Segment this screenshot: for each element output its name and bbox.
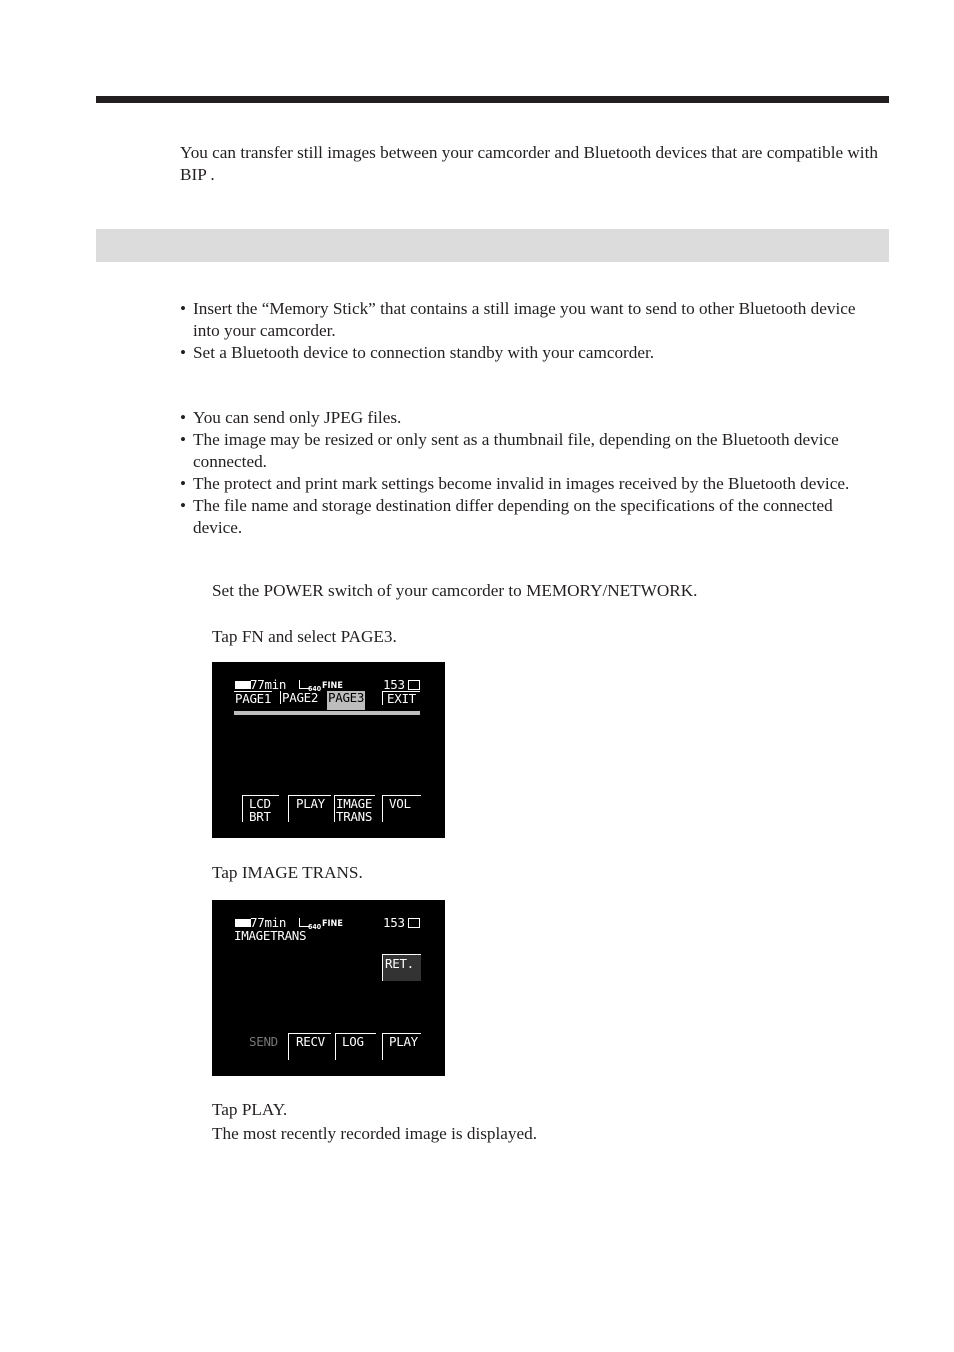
tab-page2[interactable]: PAGE2 bbox=[282, 690, 319, 705]
ret-button[interactable] bbox=[382, 954, 421, 981]
quality-label: FINE bbox=[322, 681, 343, 691]
list-item: • The protect and print mark settings become invalid in images received by the Bluetooth device. bbox=[180, 474, 850, 493]
lcd-screen-imagetrans bbox=[212, 900, 445, 1076]
header-rule bbox=[96, 96, 889, 103]
notes-list bbox=[180, 407, 880, 539]
list-item: • The image may be resized or only sent as a thumbnail file, depending on the Bluetooth device connected. bbox=[180, 430, 839, 471]
lcd-screen-page3 bbox=[212, 662, 445, 838]
button-label: TRANS bbox=[336, 809, 373, 824]
list-item: • Set a Bluetooth device to connection standby with your camcorder. bbox=[180, 343, 655, 362]
image-size: 640 bbox=[308, 923, 322, 931]
image-count: 153 bbox=[383, 915, 405, 930]
button-label: RET. bbox=[385, 956, 414, 971]
button-label: PLAY bbox=[296, 796, 325, 811]
tab-page3[interactable]: PAGE3 bbox=[327, 691, 365, 710]
memory-stick-icon bbox=[408, 680, 420, 690]
button-label: LOG bbox=[342, 1034, 364, 1049]
quality-label: FINE bbox=[322, 919, 343, 929]
battery-remaining: 77min bbox=[250, 915, 287, 930]
play-button[interactable] bbox=[288, 795, 331, 822]
section-band bbox=[96, 229, 889, 262]
vol-button[interactable] bbox=[382, 795, 421, 822]
battery-icon bbox=[235, 919, 251, 927]
step-1: Set the POWER switch of your camcorder to MEMORY/NETWORK. bbox=[212, 581, 698, 600]
before-operation-list bbox=[180, 298, 870, 364]
screen-title: IMAGETRANS bbox=[234, 928, 307, 943]
log-button[interactable] bbox=[335, 1033, 376, 1060]
list-item: • The file name and storage destination differ depending on the specifications of the connected device. bbox=[180, 496, 833, 537]
intro-paragraph: You can transfer still images between your camcorder and Bluetooth devices that are compatible with BIP . bbox=[180, 143, 878, 184]
button-label: LCD bbox=[249, 796, 271, 811]
image-size: 640 bbox=[308, 685, 322, 693]
list-item: • Insert the “Memory Stick” that contains a still image you want to send to other Bluetooth device into your camcorder. bbox=[180, 299, 856, 340]
memory-stick-icon bbox=[408, 918, 420, 928]
button-label: PLAY bbox=[389, 1034, 418, 1049]
button-label: IMAGE bbox=[336, 796, 373, 811]
play-button[interactable] bbox=[382, 1033, 421, 1060]
button-label: VOL bbox=[389, 796, 411, 811]
button-label: BRT bbox=[249, 809, 271, 824]
lcd-brt-button[interactable] bbox=[242, 795, 279, 822]
step-2: Tap FN and select PAGE3. bbox=[212, 627, 397, 646]
step-4: Tap PLAY. bbox=[212, 1100, 288, 1119]
button-label: RECV bbox=[296, 1034, 325, 1049]
send-button[interactable]: SEND bbox=[249, 1034, 278, 1049]
exit-button[interactable]: EXIT bbox=[382, 691, 420, 705]
image-trans-button[interactable] bbox=[334, 795, 375, 822]
image-count: 153 bbox=[383, 677, 405, 692]
tab-underline bbox=[234, 711, 420, 715]
list-item: • You can send only JPEG files. bbox=[180, 408, 402, 427]
step-4-result: The most recently recorded image is displayed. bbox=[212, 1124, 538, 1143]
step-3: Tap IMAGE TRANS. bbox=[212, 863, 363, 882]
tab-page1[interactable]: PAGE1 bbox=[235, 691, 272, 706]
battery-icon bbox=[235, 681, 251, 689]
battery-remaining: 77min bbox=[250, 677, 287, 692]
recv-button[interactable] bbox=[288, 1033, 331, 1060]
